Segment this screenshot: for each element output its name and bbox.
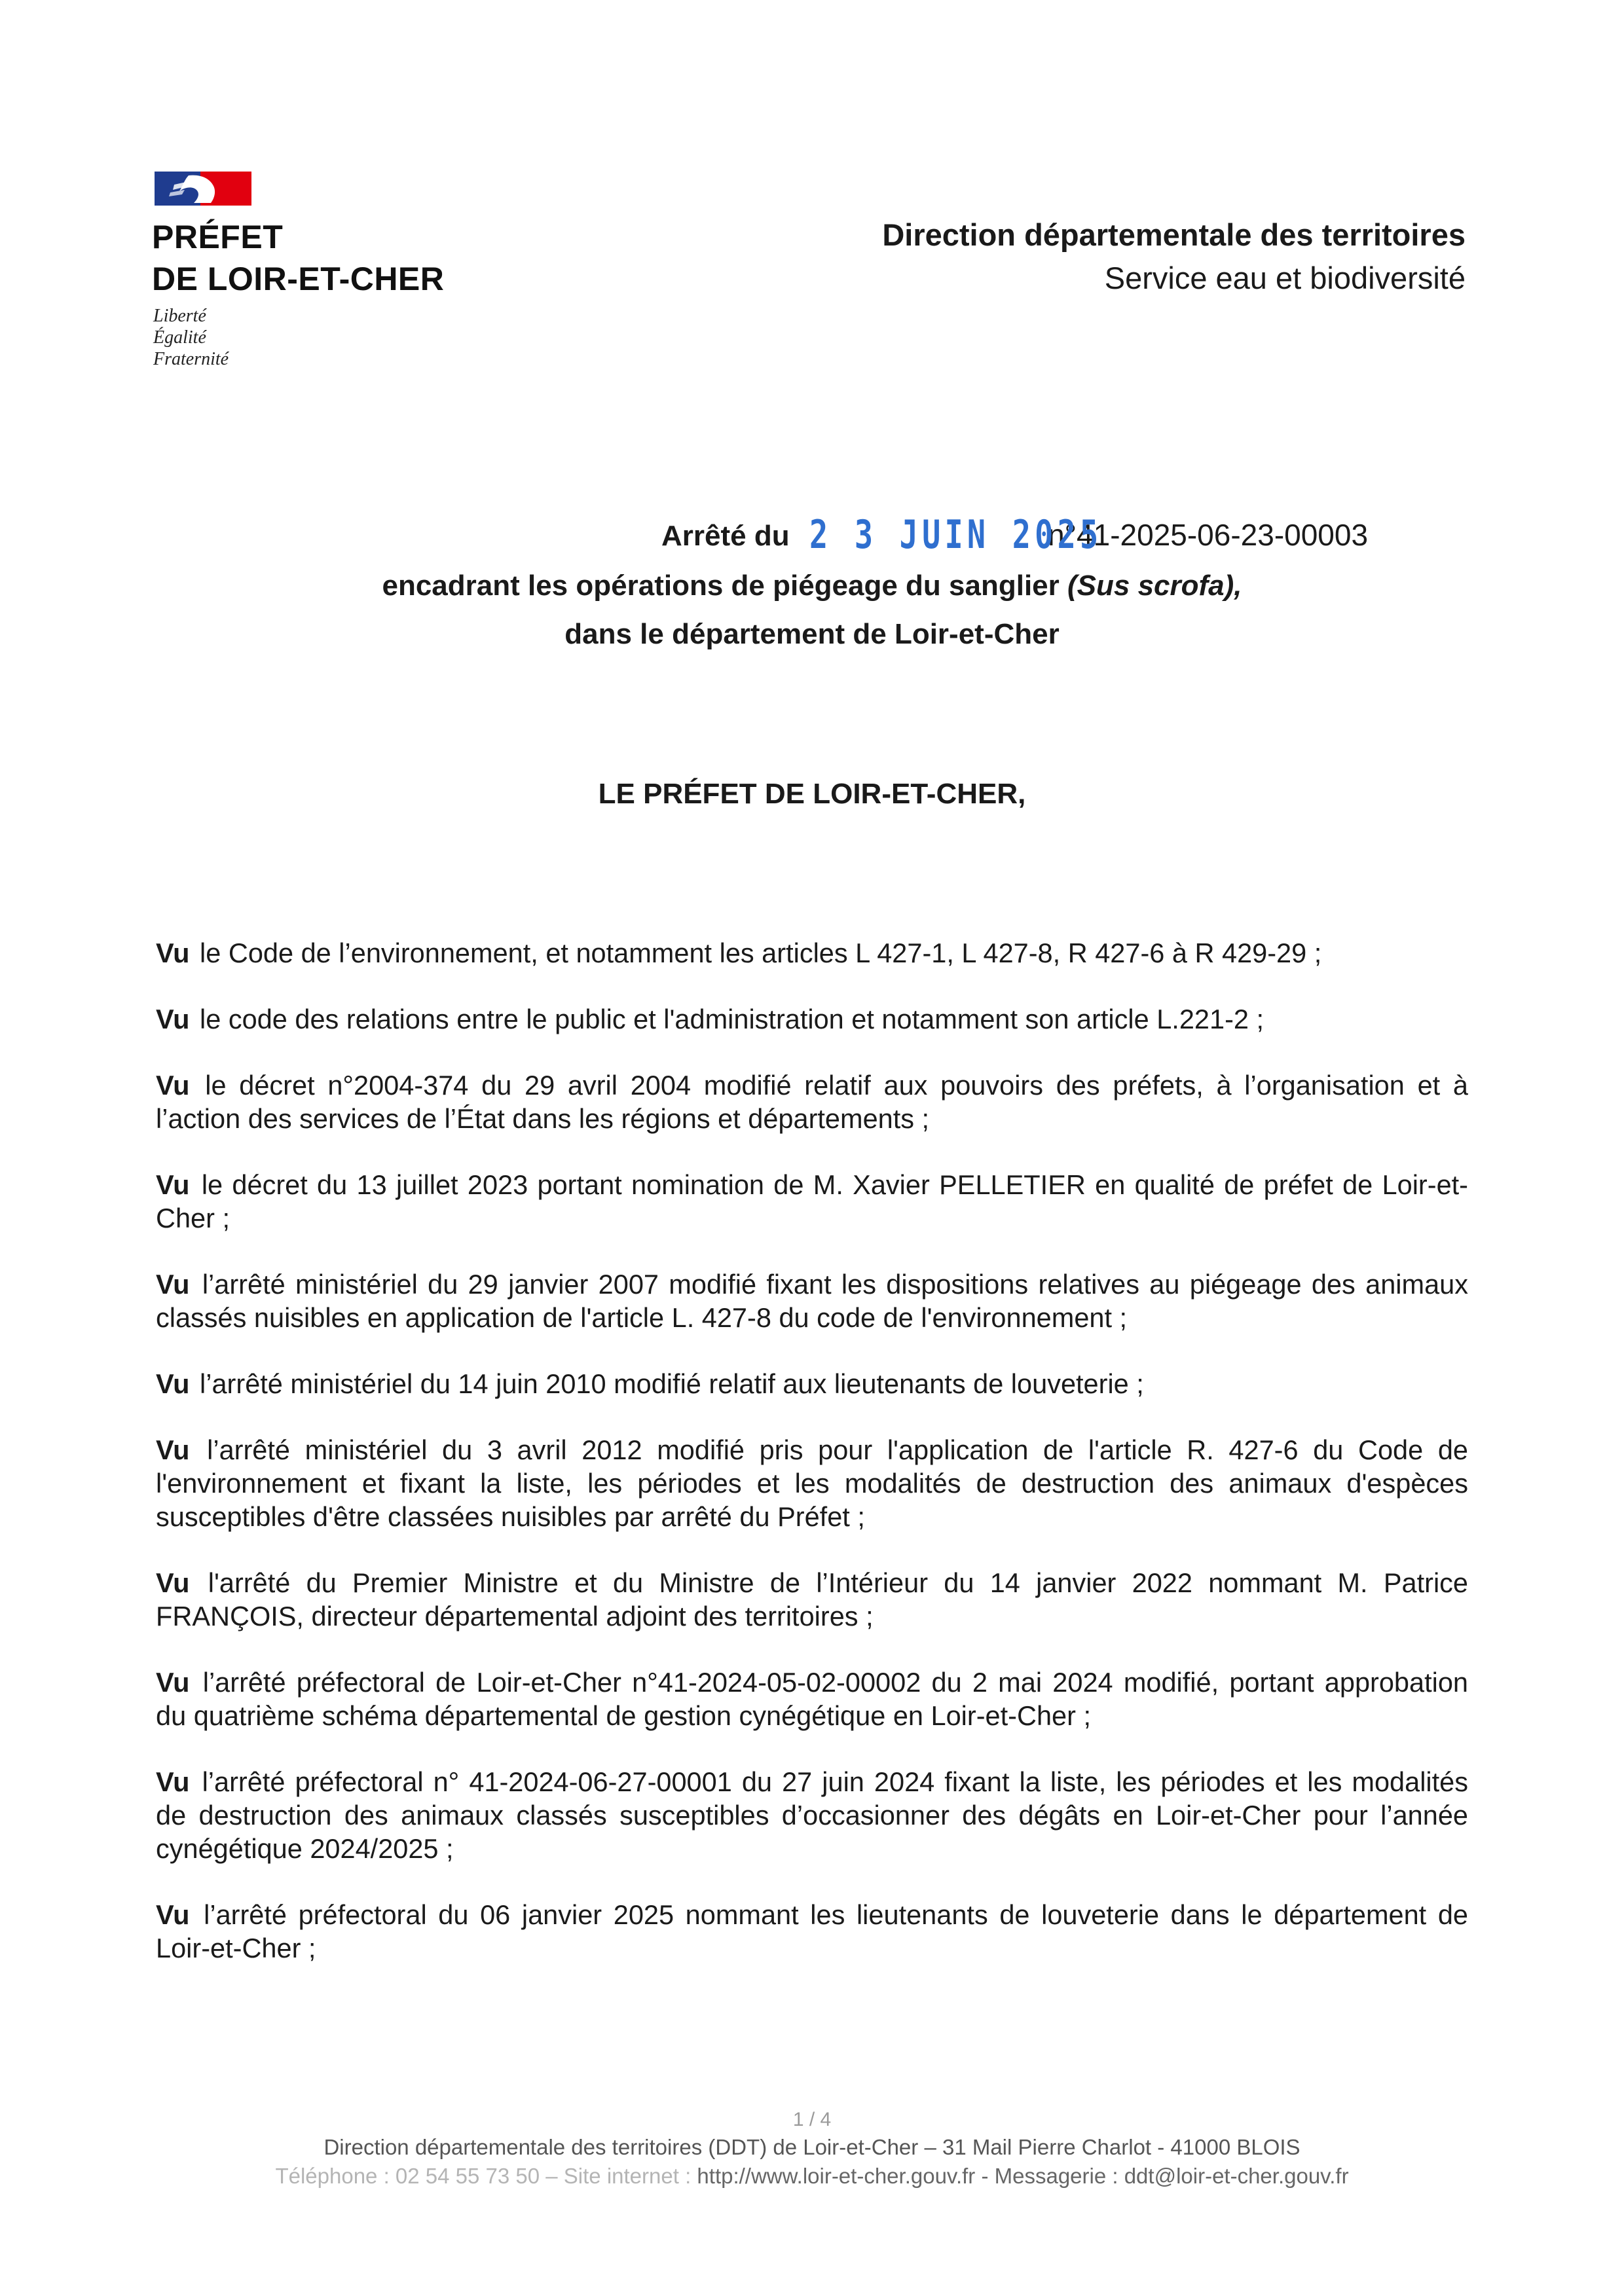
page-footer (0, 2107, 1624, 2191)
vu-keyword: Vu (156, 1070, 190, 1101)
motto-egalite: Égalité (153, 327, 206, 348)
title-row-territory: dans le département de Loir-et-Cher (564, 618, 1060, 650)
vu-keyword: Vu (156, 938, 190, 968)
considerant-item: Vu le Code de l’environnement, et notamment les articles L 427-1, L 427-8, R 427-6 à R 429-29 ; (156, 938, 1322, 968)
vu-keyword: Vu (156, 1766, 190, 1797)
vu-keyword: Vu (156, 1169, 190, 1200)
vu-keyword: Vu (156, 1269, 190, 1300)
authority-heading: LE PRÉFET DE LOIR-ET-CHER, (598, 778, 1026, 810)
considerant-item: Vu l’arrêté ministériel du 14 juin 2010 modifié relatif aux lieutenants de louveterie ; (156, 1368, 1144, 1399)
vu-keyword: Vu (156, 1899, 190, 1930)
vu-keyword: Vu (156, 1004, 190, 1034)
considerants-list (156, 936, 1468, 1997)
marianne-logo (155, 172, 251, 206)
title-row-subject (0, 570, 1624, 602)
title-row-date (661, 512, 1368, 558)
considerant-item: Vu l’arrêté préfectoral n° 41-2024-06-27-00001 du 27 juin 2024 fixant la liste, les périodes et les modalités de destruction des animaux classés susceptibles d’occasionner des dégâts en Loir-et-Cher pour l’année cynégétique 2024/2025 ; (156, 1766, 1468, 1864)
considerant-item: Vu le décret n°2004-374 du 29 avril 2004 modifié relatif aux pouvoirs des préfets, à l’organisation et à l’action des services de l’État dans les régions et départements ; (156, 1070, 1468, 1134)
page-number: 1 / 4 (792, 2109, 832, 2130)
considerant-item: Vu l’arrêté ministériel du 3 avril 2012 modifié pris pour l'application de l'article R. 427-6 du Code de l'environnement et fixant la liste, les périodes et les modalités de destruction des animaux d'espèces susceptibles d'être classées nuisibles par arrêté du Préfet ; (156, 1434, 1469, 1532)
considerant-item: Vu l’arrêté préfectoral du 06 janvier 2025 nommant les lieutenants de louveterie dans le département de Loir-et-Cher ; (156, 1899, 1468, 1963)
vu-keyword: Vu (156, 1368, 190, 1399)
prefet-line-1: PRÉFET (152, 219, 284, 255)
arrete-number: n°41-2025-06-23-00003 (1048, 518, 1369, 552)
arrete-prefix: Arrêté du (661, 520, 790, 552)
considerant-item: Vu l'arrêté du Premier Ministre et du Ministre de l’Intérieur du 14 janvier 2022 nommant M. Patrice FRANÇOIS, directeur départemental adjoint des territoires ; (156, 1567, 1468, 1631)
footer-contact: http://www.loir-et-cher.gouv.fr - Messagerie : ddt@loir-et-cher.gouv.fr (697, 2164, 1349, 2188)
date-stamp: 2 3 JUIN 2025 (809, 512, 1103, 558)
prefet-title (152, 216, 444, 300)
prefet-line-2: DE LOIR-ET-CHER (152, 261, 445, 297)
considerant-item: Vu l’arrêté préfectoral de Loir-et-Cher n°41-2024-05-02-00002 du 2 mai 2024 modifié, portant approbation du quatrième schéma départemental de gestion cynégétique en Loir-et-Cher ; (156, 1667, 1468, 1731)
republic-motto (153, 305, 229, 370)
motto-liberte: Liberté (153, 306, 206, 326)
considerant-item: Vu le décret du 13 juillet 2023 portant nomination de M. Xavier PELLETIER en qualité de préfet de Loir-et-Cher ; (156, 1169, 1469, 1233)
vu-keyword: Vu (156, 1434, 190, 1465)
considerant-item: Vu le code des relations entre le public et l'administration et notamment son article L.221-2 ; (156, 1004, 1264, 1034)
footer-phone: Téléphone : 02 54 55 73 50 – Site internet : (275, 2164, 692, 2188)
issuing-department (882, 213, 1466, 300)
considerant-item: Vu l’arrêté ministériel du 29 janvier 2007 modifié fixant les dispositions relatives au piégeage des animaux classés nuisibles en application de l'article L. 427-8 du code de l'environnement ; (156, 1269, 1468, 1333)
vu-keyword: Vu (156, 1667, 190, 1698)
species-name: (Sus scrofa), (1067, 570, 1242, 602)
subject-text: encadrant les opérations de piégeage du sanglier (382, 570, 1060, 602)
footer-contact-line (0, 2162, 1624, 2191)
footer-address: Direction départementale des territoires (DDT) de Loir-et-Cher – 31 Mail Pierre Charlot - 41000 BLOIS (323, 2135, 1301, 2159)
service-name: Service eau et biodiversité (1104, 261, 1466, 295)
vu-keyword: Vu (156, 1567, 190, 1598)
motto-fraternite: Fraternité (153, 349, 229, 369)
direction-name: Direction départementale des territoires (882, 217, 1466, 252)
